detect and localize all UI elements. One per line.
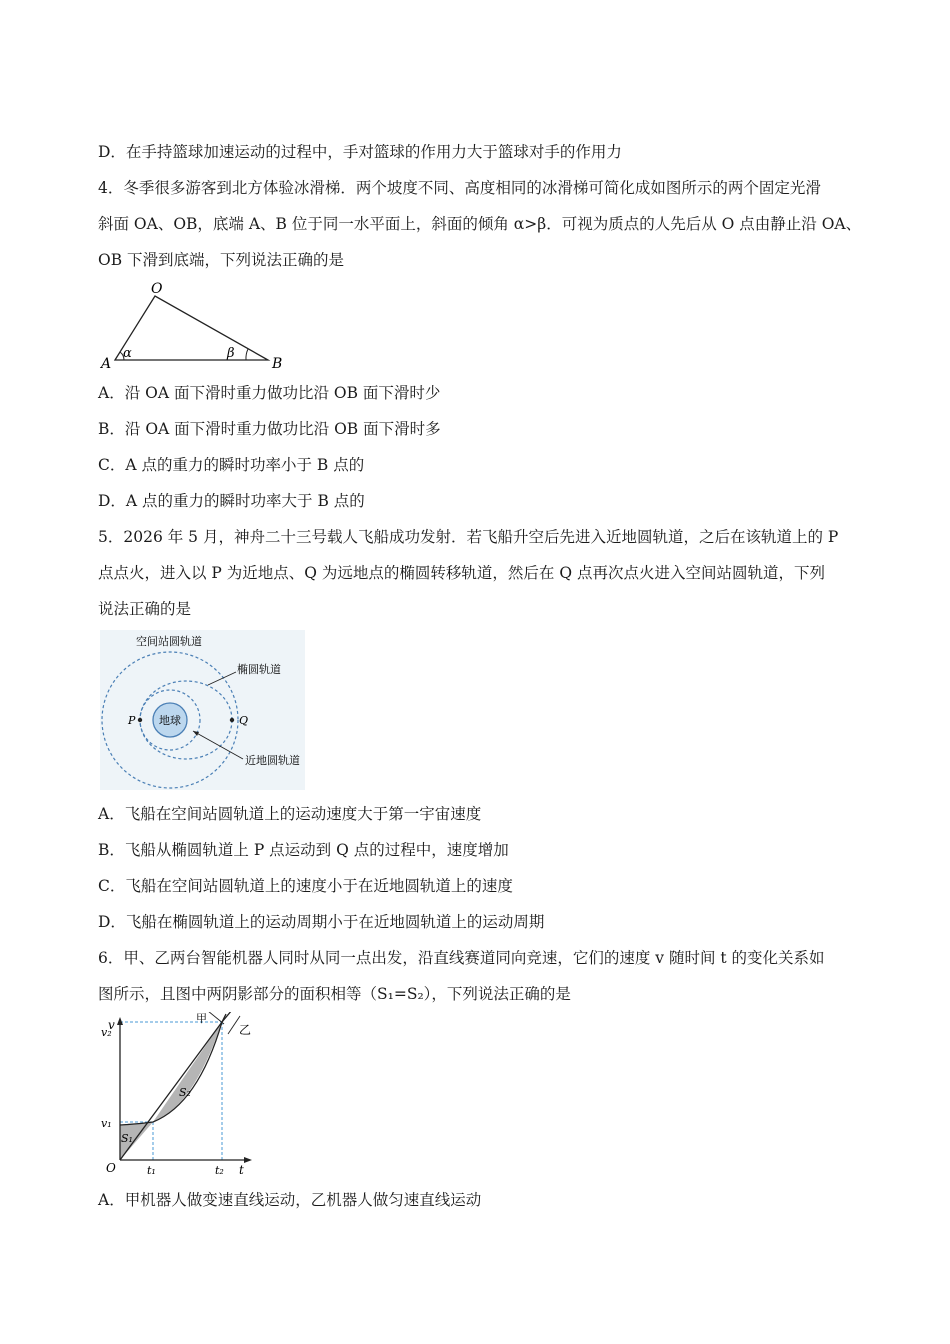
point-q (230, 718, 234, 722)
label-s1: S₁ (121, 1132, 133, 1145)
label-b: B (272, 356, 283, 372)
label-yi: 乙 (239, 1023, 252, 1037)
q6-vt-graph (98, 1012, 263, 1177)
q5-orbit-figure (100, 630, 305, 790)
q5-stem-line-1: 5．2026 年 5 月，神舟二十三号载人飞船成功发射．若飞船升空后先进入近地圆轨道，之后在该轨道上的 P (98, 528, 839, 546)
label-ellipse-orbit: 椭圆轨道 (237, 663, 281, 676)
label-station-orbit: 空间站圆轨道 (136, 635, 202, 648)
t-axis-arrow (244, 1157, 252, 1163)
q4-option-b: B．沿 OA 面下滑时重力做功比沿 OB 面下滑时多 (98, 420, 441, 438)
q5-stem-line-3: 说法正确的是 (98, 600, 192, 618)
label-t2: t₂ (215, 1164, 224, 1177)
label-v: v (108, 1018, 115, 1032)
q6-option-a: A．甲机器人做变速直线运动，乙机器人做匀速直线运动 (98, 1191, 482, 1209)
label-v1: v₁ (101, 1117, 112, 1130)
label-q: Q (239, 714, 249, 727)
q4-stem-line-3: OB 下滑到底端，下列说法正确的是 (98, 251, 345, 269)
q5-option-c: C．飞船在空间站圆轨道上的速度小于在近地圆轨道上的速度 (98, 877, 513, 895)
q4-stem-line-1: 4．冬季很多游客到北方体验冰滑梯．两个坡度不同、高度相同的冰滑梯可简化成如图所示的两个固定光滑 (98, 179, 821, 197)
label-v2: v₂ (101, 1026, 112, 1039)
q4-option-c: C．A 点的重力的瞬时功率小于 B 点的 (98, 456, 365, 474)
label-t: t (239, 1163, 244, 1177)
label-a: A (101, 356, 112, 372)
label-t1: t₁ (147, 1164, 156, 1177)
label-s2: S₂ (179, 1086, 191, 1099)
q4-option-d: D．A 点的重力的瞬时功率大于 B 点的 (98, 492, 365, 510)
q5-option-b: B．飞船从椭圆轨道上 P 点运动到 Q 点的过程中，速度增加 (98, 841, 509, 859)
label-beta: β (227, 346, 235, 361)
slope-triangle (115, 296, 268, 360)
label-o: O (151, 281, 163, 297)
label-jia: 甲 (196, 1012, 207, 1025)
q4-stem-line-2: 斜面 OA、OB，底端 A、B 位于同一水平面上，斜面的倾角 α>β．可视为质点的人先后从 O 点由静止沿 OA、 (98, 215, 862, 233)
label-o: O (106, 1161, 116, 1175)
q6-stem-line-2: 图所示，且图中两阴影部分的面积相等（S₁=S₂），下列说法正确的是 (98, 985, 571, 1003)
q5-option-a: A．飞船在空间站圆轨道上的运动速度大于第一宇宙速度 (98, 805, 482, 823)
q5-option-d: D．飞船在椭圆轨道上的运动周期小于在近地圆轨道上的运动周期 (98, 913, 545, 931)
q6-stem-line-1: 6．甲、乙两台智能机器人同时从同一点出发，沿直线赛道同向竞速，它们的速度 v 随时间 t 的变化关系如 (98, 949, 825, 967)
label-alpha: α (123, 346, 132, 361)
label-earth: 地球 (159, 714, 181, 727)
q3-option-d: D．在手持篮球加速运动的过程中，手对篮球的作用力大于篮球对手的作用力 (98, 143, 622, 161)
q4-slope-figure (96, 278, 296, 373)
beta-arc (246, 349, 248, 360)
v-axis-arrow (117, 1017, 123, 1025)
q4-option-a: A．沿 OA 面下滑时重力做功比沿 OB 面下滑时少 (98, 384, 441, 402)
label-p: P (128, 714, 136, 727)
label-near-orbit: 近地圆轨道 (245, 754, 300, 767)
q5-stem-line-2: 点点火，进入以 P 为近地点、Q 为远地点的椭圆转移轨道，然后在 Q 点再次点火进入空间站圆轨道，下列 (98, 564, 825, 582)
point-p (138, 718, 142, 722)
